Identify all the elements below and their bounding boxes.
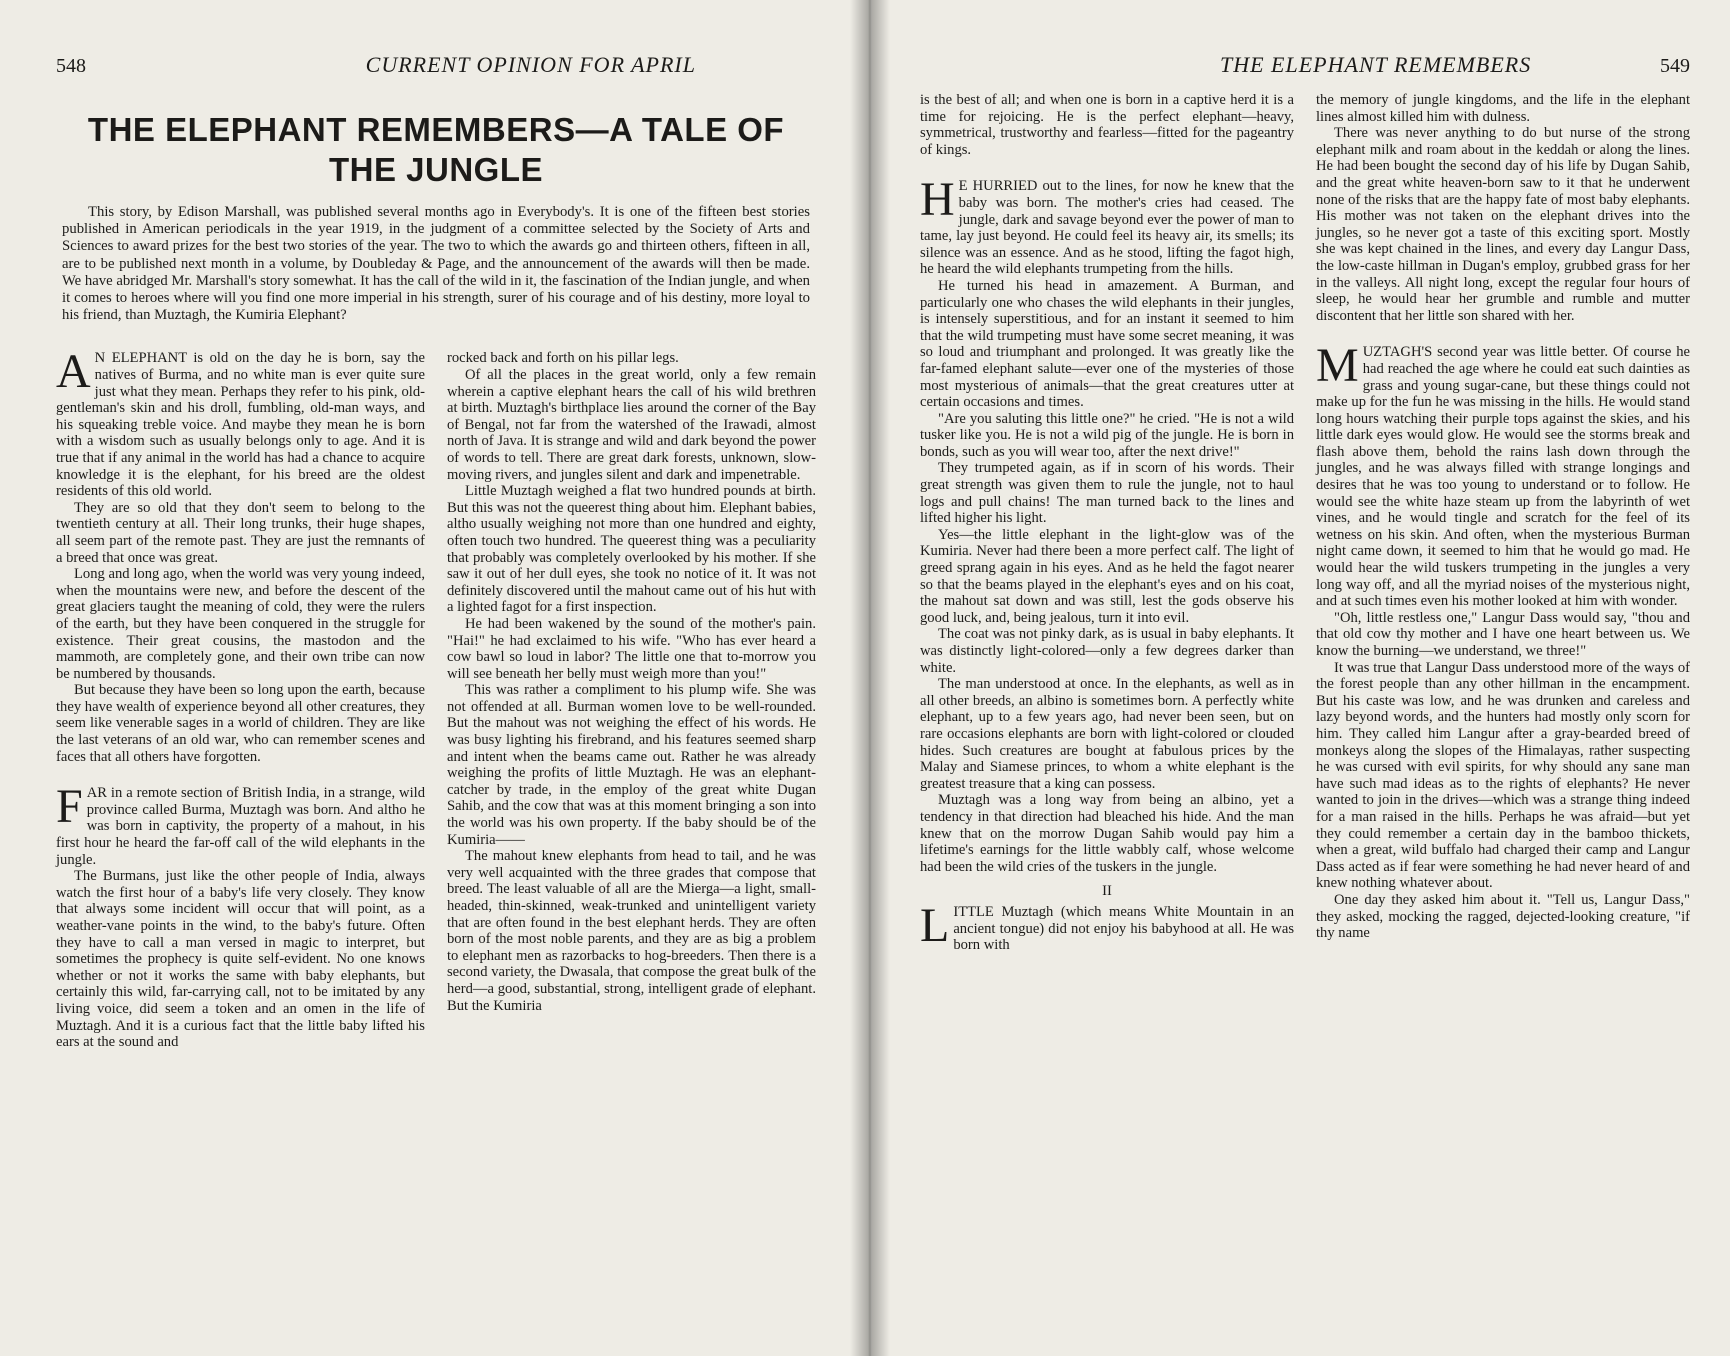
paragraph <box>1316 892 1690 942</box>
paragraph <box>1316 610 1690 660</box>
right-columns <box>920 92 1690 954</box>
paragraph <box>920 626 1294 676</box>
paragraph <box>920 92 1294 158</box>
paragraph <box>56 566 425 682</box>
article-title: THE ELEPHANT REMEMBERS—A TALE OF THE JUNGLE <box>87 111 785 188</box>
paragraph-text: The man understood at once. In the elephants, as well as in all other breeds, an albino is sometimes born. A perfectly white elephant, up to a few years ago, had never been seen, but on rare occasions elephants are born with light-colored or clouded hides. Such creatures are bought at fabulous prices by the Malay and Siamese princes, to whom a white elephant is the greatest treasure that a king can possess. <box>920 676 1294 792</box>
paragraph <box>1316 660 1690 892</box>
left-column-1 <box>56 345 425 1051</box>
paragraph-text: "Are you saluting this little one?" he cried. "He is not a wild tusker like you. He is not a wild pig of the jungle. He is born in bonds, such as you will wear too, after the next drive!" <box>920 410 1294 460</box>
paragraph <box>447 367 816 483</box>
left-page-number: 548 <box>56 55 86 77</box>
paragraph-text: Muztagh was a long way from being an albino, yet a tendency in that direction had bleached his hide. And the man knew that on the morrow Dugan Sahib would pay him a lifetime's earnings for the little wabbly calf, whose welcome had been the wild cries of the tuskers in the jungle. <box>920 792 1294 875</box>
paragraph-text: Long and long ago, when the world was very young indeed, when the mountains were new, and before the descent of the great glaciers taught the meaning of cold, they were the rulers of the earth, but they have been conquered in the struggle for existence. Their great cousins, the mastodon and the mammoth, are completely gone, and their own tribe can now be numbered by thousands. <box>56 566 425 682</box>
paragraph <box>56 500 425 566</box>
paragraph <box>447 616 816 682</box>
paragraph-text: UZTAGH'S second year was little better. Of course he had reached the age where he could eat such dainties as grass and young sugar-cane, but these things could not make up for the fun he was missing in the hills. He would stand long hours watching their purple tops against the skies, and his little dark eyes would glow. He would see the storms break and flash above them, behold the rains lash down through the jungles, and he was always filled with strange longings and desires that he was too young to understand or to follow. He would see the white haze steam up from the labyrinth of wet vines, and he would tingle and scratch for the feel of its wetness on his skin. And often, when the mysterious Burman night came down, it seemed to him that he would go mad. He would hear the wild tuskers trumpeting in the jungles a very long way off, and all the myriad noises of the mysterious night, and at such times even his mother looked at him with wonder. <box>1316 344 1690 610</box>
paragraph-text: is the best of all; and when one is born in a captive herd it is a time for rejoicing. He is the perfect elephant—heavy, symmetrical, trustworthy and fearless—fitted for the pageantry of kings. <box>920 92 1294 158</box>
paragraph <box>447 682 816 848</box>
paragraph-text: The mahout knew elephants from head to tail, and he was very well acquainted with the three grades that compose that breed. The least valuable of all are the Mierga—a light, small-headed, thin-skinned, weak-trunked and unintelligent variety that are often found in the best elephant herds. They are often born of the most noble parents, and they are as big a problem to elephant men as razorbacks to hog-breeders. Then there is a second variety, the Dwasala, that compose the great bulk of the herd—a good, substantial, strong, intelligent grade of elephant. But the Kumiria <box>447 848 816 1014</box>
paragraph <box>56 780 425 868</box>
article-intro <box>56 204 816 324</box>
paragraph <box>920 676 1294 792</box>
paragraph-text: He had been wakened by the sound of the mother's pain. "Hai!" he had exclaimed to his wife. "Who has ever heard a cow bawl so loud in labor? The little one that to-morrow you will see beneath her belly must weigh more than you!" <box>447 615 816 682</box>
paragraph-text: the memory of jungle kingdoms, and the life in the elephant lines almost killed him with dulness. <box>1316 92 1690 125</box>
paragraph <box>56 868 425 1051</box>
paragraph-text: "Oh, little restless one," Langur Dass would say, "thou and that old cow thy mother and I have one heart between us. We know the burning—we understand, we three!" <box>1316 609 1690 659</box>
left-running-head <box>56 52 816 86</box>
paragraph <box>920 792 1294 875</box>
right-column-1 <box>920 92 1294 954</box>
drop-cap: F <box>56 780 83 834</box>
paragraph-text: There was never anything to do but nurse of the strong elephant milk and roam about in the keddah or along the lines. He had been bought the second day of his life by Dugan Sahib, and the great white heaven-born saw to it that he underwent none of the risks that are the happy fate of most baby elephants. His mother was not taken on the elephant drives into the jungles, so he never got a taste of this exciting sport. Mostly she was kept chained in the lines, and every day Langur Dass, the low-caste hillman in Dugan's employ, grubbed grass for her in the valleys. All night long, except the regular four hours of sleep, he would hear her grumble and rumble and mutter discontent that her little son shared with her. <box>1316 125 1690 324</box>
paragraph <box>1316 125 1690 324</box>
paragraph-text: Of all the places in the great world, only a few remain wherein a captive elephant hears the call of his wild brethren at birth. Muztagh's birthplace lies around the corner of the Bay of Bengal, not far from the watershed of the Irawadi, almost north of Java. It is strange and wild and dark beyond the power of words to tell. There are great dark forests, unknown, slow-moving rivers, and jungles silent and dark and impenetrable. <box>447 367 816 483</box>
paragraph-text: Little Muztagh weighed a flat two hundred pounds at birth. But this was not the queerest thing about him. Elephant babies, altho usually weighing not more than one hundred and eighty, often touch two hundred. The queerest thing was a peculiarity that probably was completely overlooked by his mother. If she saw it out of her dull eyes, she took no notice of it. It was not definitely discovered until the mahout came out of his hut with a lighted fagot for a first inspection. <box>447 483 816 616</box>
right-page <box>872 0 1730 1356</box>
paragraph-text: rocked back and forth on his pillar legs. <box>447 350 679 367</box>
paragraph-text: ITTLE Muztagh (which means White Mountain in an ancient tongue) did not enjoy his babyhood at all. He was born with <box>953 903 1294 954</box>
paragraph-text: The coat was not pinky dark, as is usual in baby elephants. It was distinctly light-colored—only a few degrees darker than white. <box>920 626 1294 676</box>
paragraph <box>447 848 816 1014</box>
paragraph-text: II <box>1102 883 1112 900</box>
book-gutter <box>850 0 890 1356</box>
drop-cap: H <box>920 173 955 227</box>
paragraph-text: Yes—the little elephant in the light-glow was of the Kumiria. Never had there been a more perfect calf. The light of greed sprang again in his eyes. And as he held the fagot nearer so that the beams played in the elephant's eyes and on his coat, the mahout sat down and was still, lest the gods observe his good luck, and, being jealous, turn it into evil. <box>920 526 1294 626</box>
paragraph-text: The Burmans, just like the other people of India, always watch the first hour of a baby's life very closely. They know that always some incident will occur that will point, as a weather-vane points in the wind, to the baby's future. Often they have to call a man versed in magic to interpret, but sometimes the prophecy is quite self-evident. No one knows whether or not it works the same with baby elephants, but certainly this wild, far-carrying call, not to be imitated by any living voice, did seem a token and an omen in the life of Muztagh. And it is a curious fact that the little baby lifted his ears at the sound and <box>56 868 425 1051</box>
paragraph <box>920 883 1294 900</box>
drop-cap: M <box>1316 339 1359 393</box>
paragraph-text: But because they have been so long upon the earth, because they have wealth of experience beyond all other creatures, they seem like venerable sages in a world of children. They are like the last veterans of an old war, who can remember scenes and faces that all others have forgotten. <box>56 682 425 765</box>
paragraph <box>1316 92 1690 125</box>
paragraph <box>920 898 1294 954</box>
drop-cap: A <box>56 345 91 399</box>
paragraph-text: N ELEPHANT is old on the day he is born, say the natives of Burma, and no white man is ever quite sure just what they mean. Perhaps they refer to his pink, old-gentleman's skin and his droll, fumbling, old-man ways, and his squeaking treble voice. And maybe they mean he is born with a wisdom such as usually belongs only to age. And it is true that if any animal in the world has had a chance to acquire knowledge it is the elephant, for his breed are the oldest residents of this old world. <box>56 350 425 500</box>
left-column-2 <box>447 350 816 1050</box>
paragraph-text: AR in a remote section of British India, in a strange, wild province called Burma, Muztagh was born. And altho he was born in captivity, the property of a mahout, in his first hour he heard the far-off call of the wild elephants in the jungle. <box>56 785 425 868</box>
paragraph-text: One day they asked him about it. "Tell us, Langur Dass," they asked, mocking the ragged, dejected-looking creature, "if thy name <box>1316 891 1690 942</box>
paragraph <box>56 345 425 500</box>
paragraph-text: This was rather a compliment to his plump wife. She was not offended at all. Burman women love to be well-rounded. But the mahout was not weighing the effect of his words. He was busy lighting his firebrand, and his features seemed sharp and intent when the beams came out. Rather he was already weighing the profits of little Muztagh. He was an elephant-catcher by trade, in the employ of the great white Dugan Sahib, and the cow that was at this moment bringing a son into the world was his own property. If the baby should be of the Kumiria—— <box>447 682 816 848</box>
paragraph-text: They are so old that they don't seem to belong to the twentieth century at all. Their long trunks, their huge shapes, all seem part of the remote past. They are just the remnants of a breed that once was great. <box>56 499 425 566</box>
paragraph <box>920 411 1294 461</box>
paragraph-text: He turned his head in amazement. A Burman, and particularly one who chases the wild elephants in their jungles, is intensely superstitious, and for an instant it seemed to him that the wild trumpeting must have some secret meaning, it was so loud and triumphant and prolonged. It was greatly like the far-famed elephant salute—ever one of the mysteries of those most mysterious of animals—that the great creatures utter at certain occasions and times. <box>920 277 1294 411</box>
left-columns <box>56 345 816 1051</box>
right-running-title: THE ELEPHANT REMEMBERS <box>1220 52 1532 77</box>
right-column-2 <box>1316 92 1690 954</box>
paragraph <box>1316 339 1690 610</box>
paragraph <box>920 278 1294 411</box>
right-running-head <box>920 52 1690 86</box>
paragraph <box>56 682 425 765</box>
drop-cap: L <box>920 898 950 952</box>
intro-text: This story, by Edison Marshall, was published several months ago in Everybody's. It is one of the fifteen best stories published in American periodicals in the year 1919, in the judgment of a committee selected by the Society of Arts and Sciences to award prizes for the best two stories of the year. The two to which the awards go and thirteen others, fifteen in all, are to be published next month in a volume, by Doubleday & Page, and the announcement of the awards will then be made. We have abridged Mr. Marshall's story somewhat. It has the call of the wild in it, the fascination of the Indian jungle, and when it comes to heroes where will you find one more imperial in his strength, surer of his courage and of his destiny, more loyal to his friend, than Muztagh, the Kumiria Elephant? <box>62 204 810 324</box>
left-running-title: CURRENT OPINION FOR APRIL <box>365 52 696 77</box>
paragraph-text: They trumpeted again, as if in scorn of his words. Their great strength was given them to rule the jungle, not to haul logs and pull chains! The man turned back to the lines and lifted higher his light. <box>920 460 1294 527</box>
paragraph <box>920 173 1294 278</box>
paragraph <box>920 527 1294 627</box>
paragraph <box>920 460 1294 526</box>
right-page-number: 549 <box>1660 55 1690 77</box>
paragraph-text: E HURRIED out to the lines, for now he knew that the baby was born. The mother's cries had ceased. The jungle, dark and savage beyond ever the power of man to tame, lay just beyond. He could feel its heavy air, its smells; its silence was an essence. And as he stood, lifting the fagot high, he heard the wild elephants trumpeting from the hills. <box>920 178 1294 278</box>
paragraph <box>447 483 816 616</box>
paragraph-text: It was true that Langur Dass understood more of the ways of the forest people than any other hillman in the encampment. But his caste was low, and he was drunken and careless and lazy beyond words, and the hunters had mostly only scorn for him. They called him Langur after a gray-bearded breed of monkeys along the slopes of the Himalayas, rather suspecting he was cursed with evil spirits, for why should any sane man have such mad ideas as to the rights of elephants? He never wanted to join in the drives—which was a strange thing indeed for a man raised in the hills. Perhaps he was afraid—but yet they could remember a certain day in the bamboo thickets, when a great, wild buffalo had charged their camp and Langur Dass acted as if fear were something he had never heard of and knew nothing whatever about. <box>1316 659 1690 892</box>
paragraph <box>447 350 816 367</box>
